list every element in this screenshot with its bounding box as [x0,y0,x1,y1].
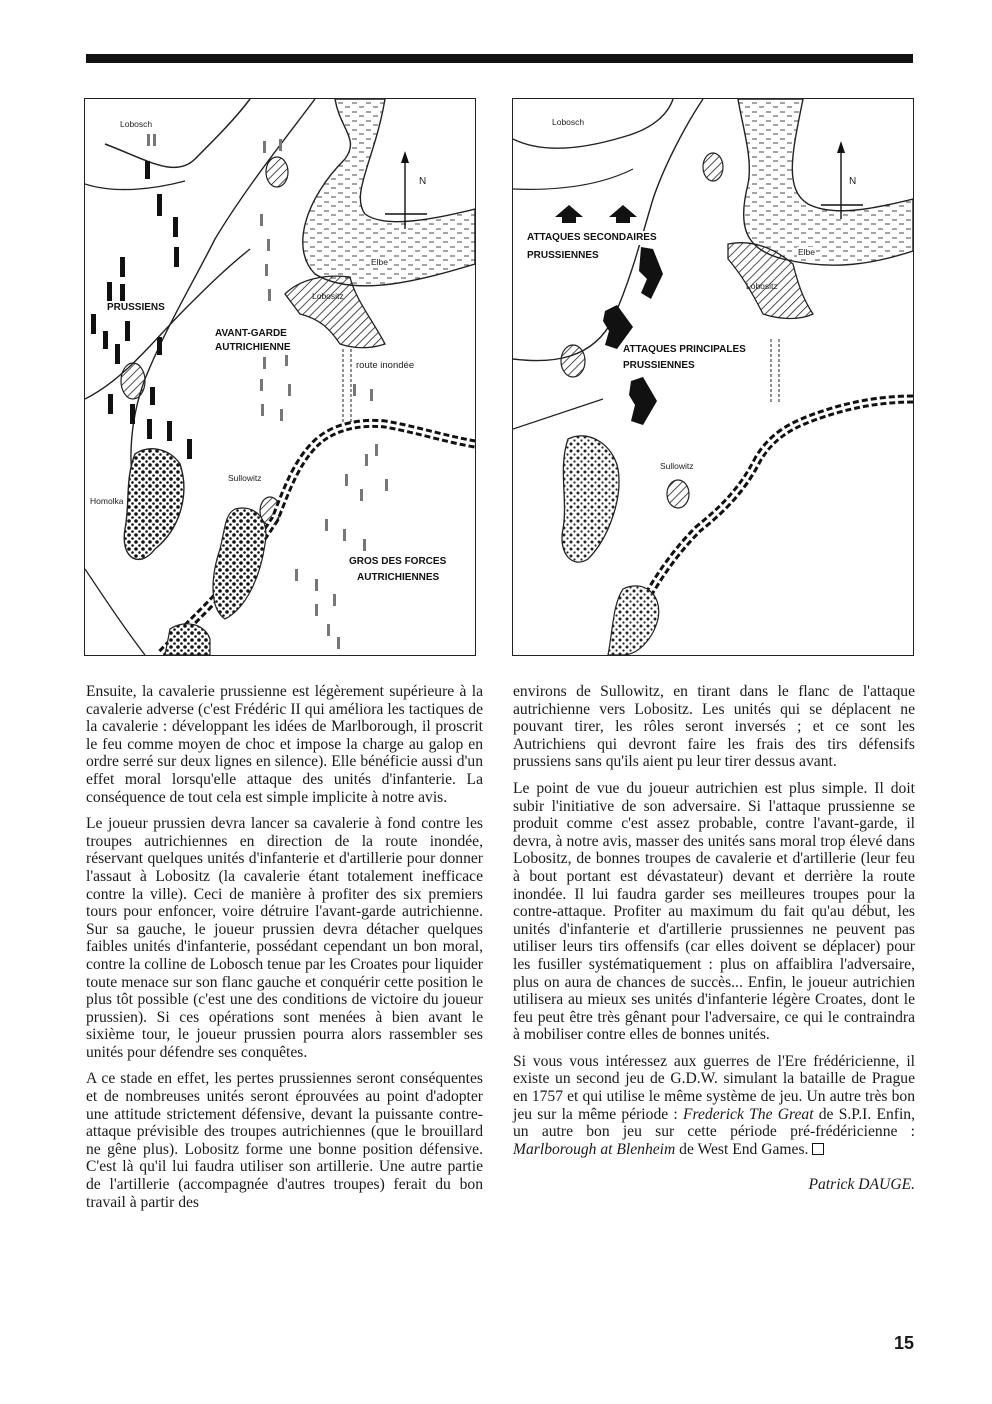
page-number: 15 [894,1333,915,1353]
map1-label-lobositz: Lobositz [312,291,344,301]
author-signature: Patrick DAUGE. [808,1176,915,1194]
map2-label-prussiennes-prin: PRUSSIENNES [623,360,695,371]
paragraph: Ensuite, la cavalerie prussienne est légèrement supérieure à la cavalerie adverse (c'est Frédéric II qui améliora les tactiques de la cavalerie : développant les idées de Marlborough, il proscrit le feu comme moyen de choc et impose la charge au galop en ordre serré sur deux lignes en silence). Elle bénéficie aussi d'un effet moral lorsqu'elle attaque des unités d'infanterie. La conséquence de tout cela est simple implicite à notre avis. [86,683,483,806]
map2-label-attaques-secondaires: ATTAQUES SECONDAIRES [527,232,657,243]
top-rule [86,54,913,63]
main-attack-arrows [603,247,663,425]
map1-label-prussiens: PRUSSIENS [107,302,165,313]
article-column-left [86,683,483,1220]
map2-label-prussiennes-sec: PRUSSIENNES [527,250,599,261]
map2-label-elbe: Elbe [798,247,816,257]
paragraph: Le point de vue du joueur autrichien est plus simple. Il doit subir l'initiative de son adversaire. Si l'attaque prussienne se produit comme c'est assez probable, contre l'avant-garde, il devra, à notre avis, masser des unités sans moral trop élevé dans Lobositz, de bonnes troupes de cavalerie et d'artillerie (leur feu à bout portant est dévastateur) devant et derrière la route inondée. Il lui faudra garder ses meilleures troupes pour la contre-attaque. Profiter au maximum du fait qu'au début, les unités d'infanterie et d'artillerie prussiennes ne peuvent pas utiliser leurs tirs offensifs (car elles doivent se déplacer) pour les fusiller systématiquement : plus on affaiblira l'adversaire, plus on aura de chances de succès... Enfin, le joueur autrichien utilisera au mieux ses unités d'infanterie légère Croates, dont le feu peut être très gênant pour l'adversaire, ce qui le contraindra à mobiliser contre elles de bonnes unités. [513,779,915,1044]
secondary-attack-arrows [555,205,637,223]
map1-label-homolka: Homolka [90,496,124,506]
map1-north-label: N [419,176,427,187]
map2-label-lobosch: Lobosch [552,117,585,127]
game-title-marlborough: Marlborough at Blenheim [513,1140,676,1158]
map1-label-route-inondee: route inondée [356,360,415,371]
game-title-frederick: Frederick The Great [682,1105,814,1123]
map1-label-sullowitz: Sullowitz [228,473,262,483]
map2-label-sullowitz: Sullowitz [660,461,694,471]
map2-label-attaques-principales: ATTAQUES PRINCIPALES [623,344,746,355]
map1-label-autrichiennes: AUTRICHIENNES [357,572,440,583]
map1-label-avant-garde: AVANT-GARDE [215,328,287,339]
battle-map-deployment [84,98,476,656]
battle-map-attacks [512,98,914,656]
map1-label-gros-des-forces: GROS DES FORCES [349,556,447,567]
article-column-right [513,683,915,1203]
paragraph-last: Si vous vous intéressez aux guerres de l'Ere frédéricienne, il existe un second jeu de G.D.W. simulant la bataille de Prague en 1757 et qui utilise le même système de jeu. Un autre très bon jeu sur la même période : Frederick The Great de S.P.I. Enfin, un autre bon jeu sur cette période pré-frédéricienne : Marlborough at Blenheim de West End Games. [513,1052,915,1158]
paragraph: A ce stade en effet, les pertes prussiennes seront conséquentes et de nombreuses unités seront éprouvées au point d'adopter une attitude strictement défensive, devant la puissante contre-attaque prévisible des troupes autrichiennes (que le brouillard ne gêne plus). Lobositz forme une bonne position défensive. C'est là qu'il lui faudra utiliser son artillerie. Une autre partie de l'artillerie (accompagnée d'autres troupes) ferait du bon travail à partir des [86,1070,483,1211]
end-mark-icon [812,1143,824,1155]
map2-north-label: N [849,176,857,187]
paragraph: Le joueur prussien devra lancer sa cavalerie à fond contre les troupes autrichiennes en direction de la route inondée, réservant quelques unités d'infanterie et d'artillerie pour donner l'assaut à Lobositz (la cavalerie étant totalement inefficace contre la ville). Ceci de manière à profiter des six premiers tours pour enfoncer, voire détruire l'avant-garde autrichienne. Sur sa gauche, le joueur prussien devra détacher quelques faibles unités d'infanterie, possédant cependant un bon moral, contre la colline de Lobosch tenue par les Croates pour liquider toute menace sur son flanc gauche et conquérir cette position le plus tôt possible (c'est une des conditions de victoire du joueur prussien). Si ces opérations sont menées à bien avant le sixième tour, le joueur prussien pourra alors rassembler ses unités pour défendre ses conquêtes. [86,815,483,1061]
paragraph: environs de Sullowitz, en tirant dans le flanc de l'attaque autrichienne vers Lobositz. Les unités qui se déplacent ne pouvant tirer, les rôles seront inversés ; et ce sont les Autrichiens qui devront faire les frais des tirs défensifs prussiens sans qu'ils aient pu leur tirer dessus avant. [513,683,915,771]
map1-label-elbe: Elbe [371,257,389,267]
map1-label-autrichienne: AUTRICHIENNE [215,342,291,353]
map1-label-lobosch: Lobosch [120,119,153,129]
map2-label-lobositz: Lobositz [746,281,778,291]
